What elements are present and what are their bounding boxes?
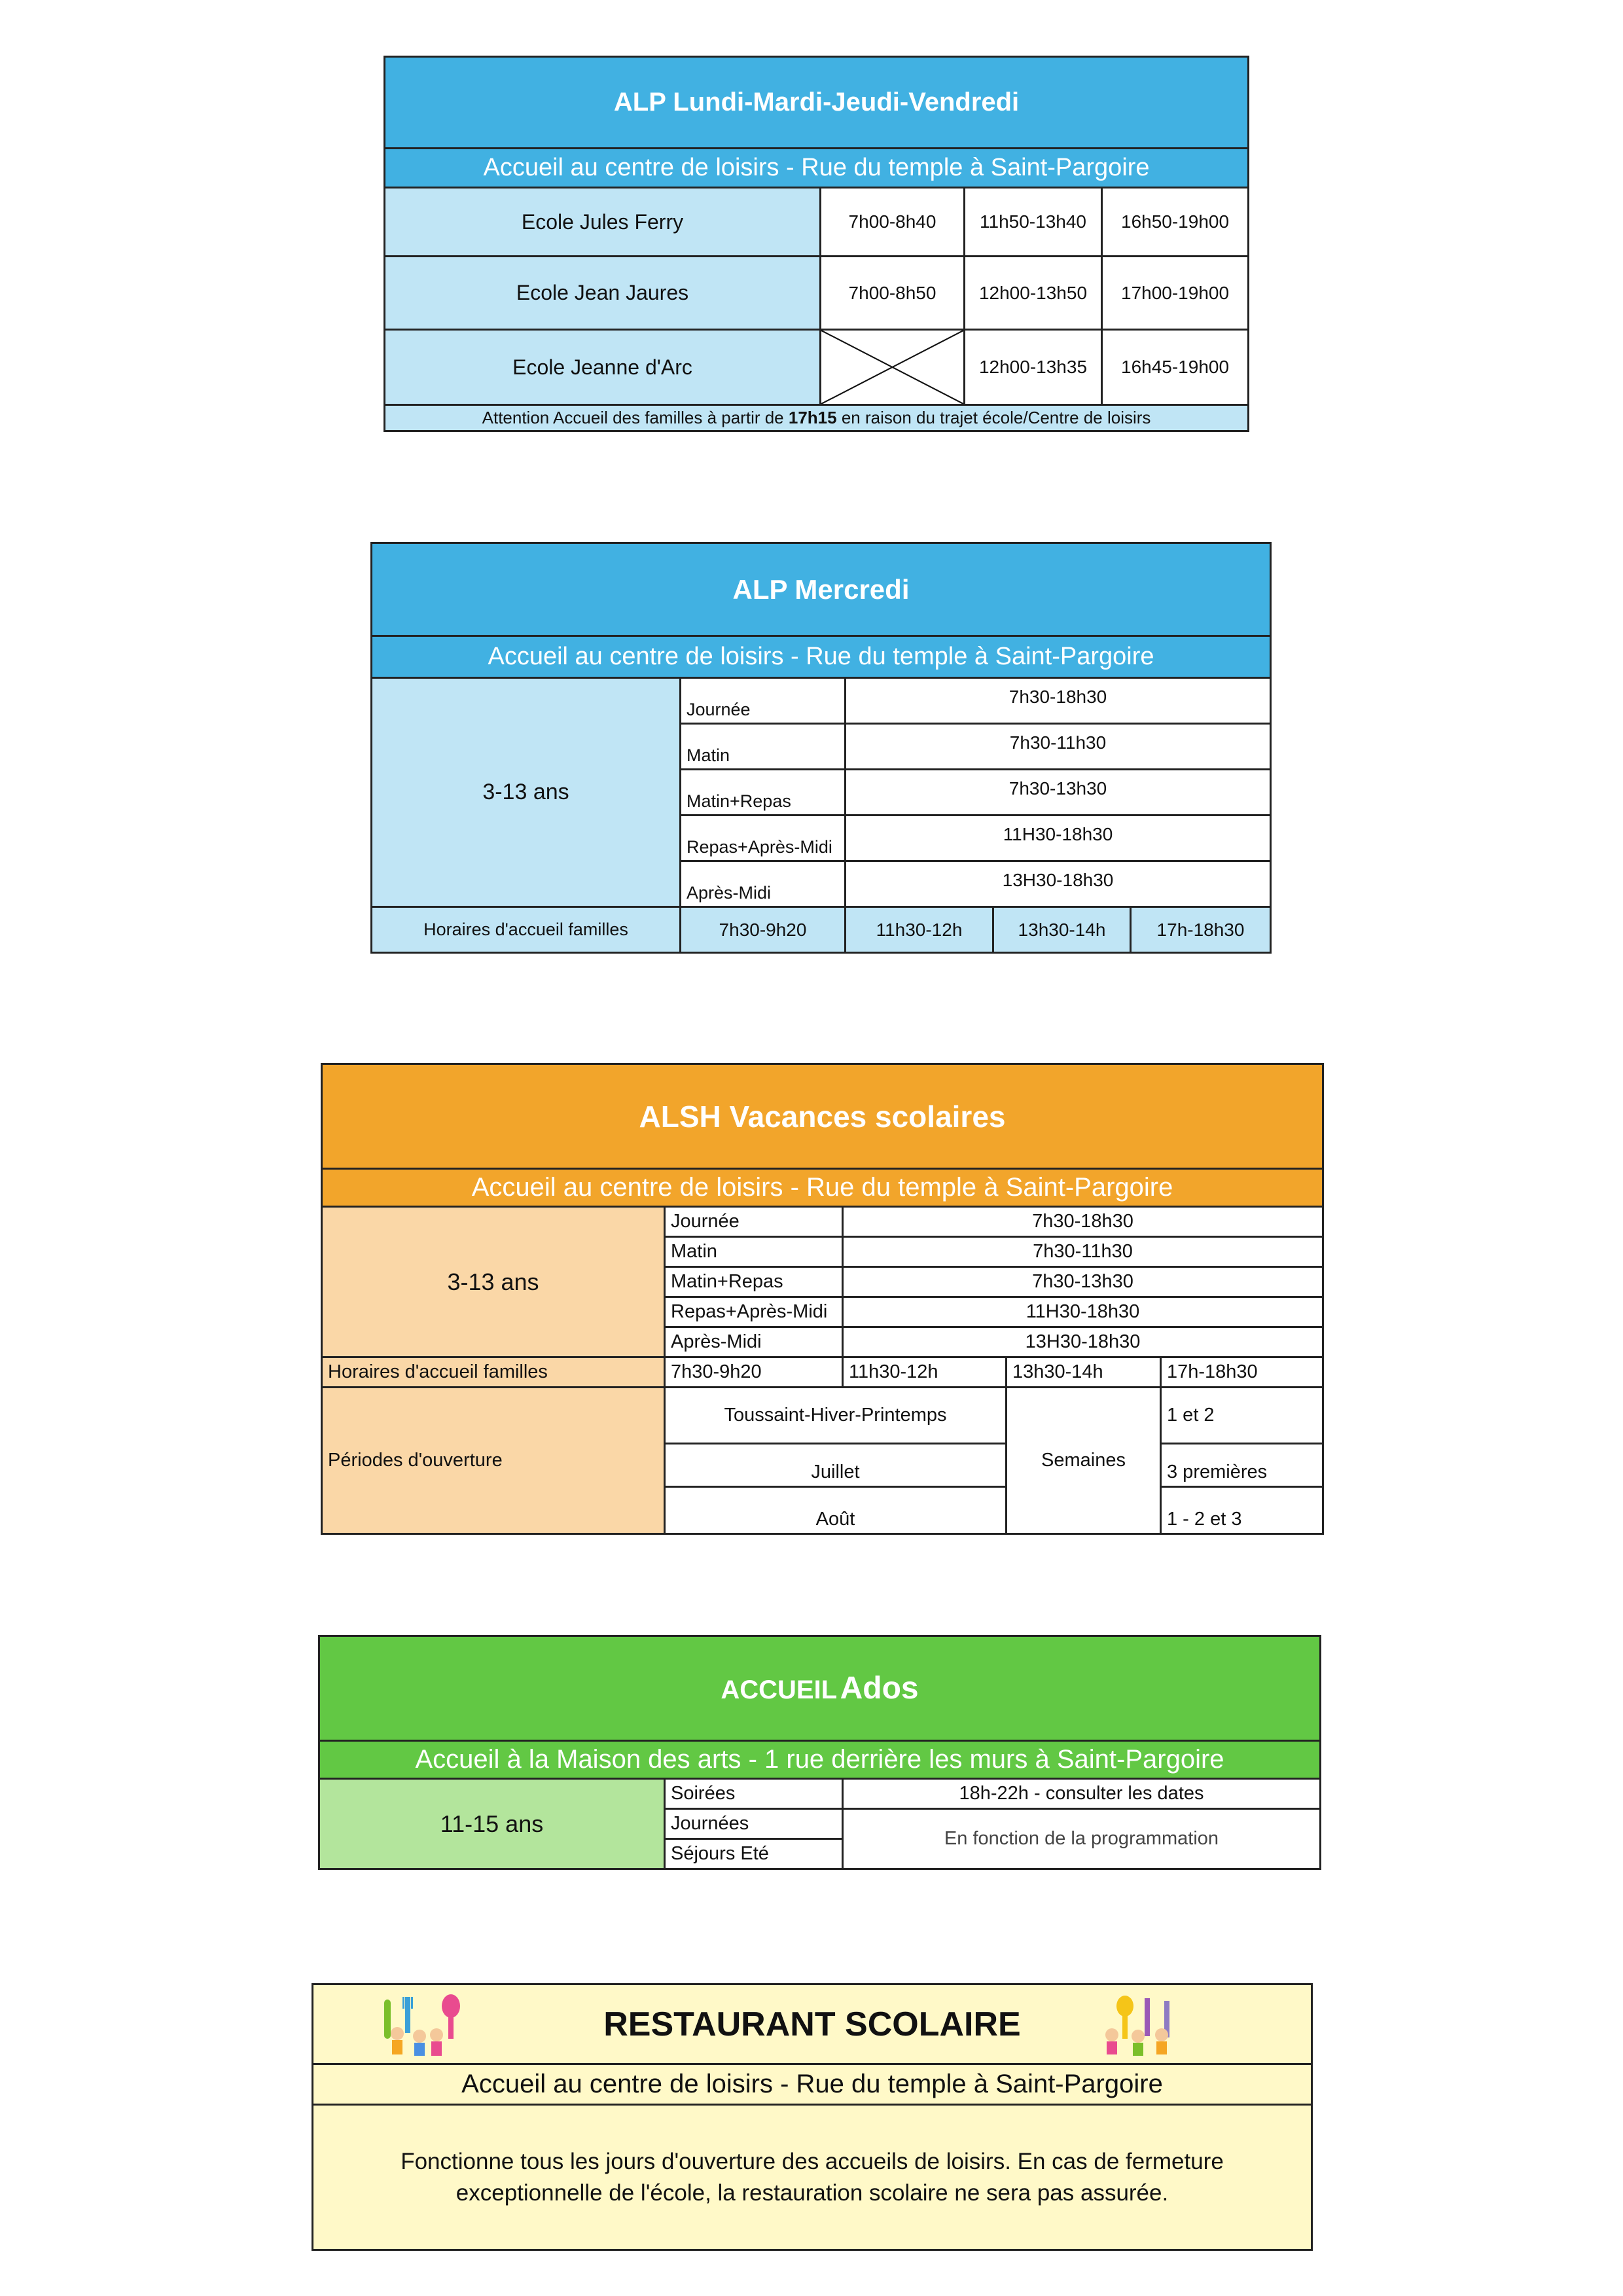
age-group: 3-13 ans [372, 678, 681, 907]
families-time: 17h-18h30 [1131, 907, 1271, 953]
time-slot: 12h00-13h35 [965, 330, 1102, 405]
kids-cutlery-icon [1099, 1993, 1190, 2058]
slot-time: 11H30-18h30 [846, 816, 1271, 861]
table-row [385, 257, 1249, 330]
time-slot: 17h00-19h00 [1102, 257, 1249, 330]
slot-time: 7h30-11h30 [846, 724, 1271, 770]
alp-week-note [385, 405, 1249, 431]
time-slot: 16h45-19h00 [1102, 330, 1249, 405]
no-service-cross [821, 330, 965, 405]
activity-label: Journées [665, 1809, 843, 1839]
age-group: 3-13 ans [322, 1207, 665, 1357]
period-weeks: 1 - 2 et 3 [1161, 1487, 1323, 1534]
time-slot: 16h50-19h00 [1102, 188, 1249, 257]
table-row [319, 1779, 1321, 1809]
activity-label: Séjours Eté [665, 1839, 843, 1869]
alsh-subtitle: Accueil au centre de loisirs - Rue du temple à Saint-Pargoire [322, 1169, 1323, 1207]
families-row [372, 907, 1271, 953]
time-slot: 11h50-13h40 [965, 188, 1102, 257]
kids-cutlery-icon [379, 1993, 471, 2058]
period-weeks: 1 et 2 [1161, 1388, 1323, 1444]
slot-time: 13H30-18h30 [846, 861, 1271, 907]
table-row [322, 1207, 1323, 1237]
table-row [385, 330, 1249, 405]
time-slot: 12h00-13h50 [965, 257, 1102, 330]
slot-label: Matin [665, 1237, 843, 1267]
slot-label: Journée [681, 678, 846, 724]
families-time: 7h30-9h20 [681, 907, 846, 953]
restaurant-text-line: exceptionnelle de l'école, la restauration scolaire ne sera pas assurée. [455, 2179, 1169, 2206]
slot-label: Après-Midi [665, 1327, 843, 1357]
activity-time: 18h-22h - consulter les dates [843, 1779, 1321, 1809]
table-row [372, 678, 1271, 724]
families-time: 11h30-12h [846, 907, 993, 953]
school-name: Ecole Jules Ferry [385, 188, 821, 257]
slot-time: 7h30-18h30 [846, 678, 1271, 724]
slot-label: Matin [681, 724, 846, 770]
slot-label: Matin+Repas [665, 1267, 843, 1297]
period-name: Toussaint-Hiver-Printemps [665, 1388, 1007, 1444]
slot-time: 7h30-13h30 [846, 770, 1271, 816]
ados-title [319, 1636, 1321, 1741]
restaurant-title: RESTAURANT SCOLAIRE [603, 2005, 1021, 2043]
alp-wed-subtitle: Accueil au centre de loisirs - Rue du temple à Saint-Pargoire [372, 636, 1271, 678]
time-slot: 7h00-8h40 [821, 188, 965, 257]
families-label: Horaires d'accueil familles [322, 1357, 665, 1388]
restaurant-subtitle: Accueil au centre de loisirs - Rue du temple à Saint-Pargoire [313, 2064, 1312, 2105]
slot-time: 7h30-18h30 [843, 1207, 1323, 1237]
activity-label: Soirées [665, 1779, 843, 1809]
time-slot: 7h00-8h50 [821, 257, 965, 330]
alp-week-table [383, 56, 1247, 432]
period-row [322, 1388, 1323, 1444]
restaurant-table [312, 1983, 1313, 2251]
ados-subtitle: Accueil à la Maison des arts - 1 rue derrière les murs à Saint-Pargoire [319, 1741, 1321, 1779]
period-name: Juillet [665, 1444, 1007, 1487]
families-row [322, 1357, 1323, 1388]
slot-label: Après-Midi [681, 861, 846, 907]
alp-wed-title: ALP Mercredi [372, 543, 1271, 636]
slot-time: 7h30-11h30 [843, 1237, 1323, 1267]
restaurant-text [313, 2105, 1312, 2250]
ados-title-prefix: ACCUEIL [721, 1676, 838, 1704]
note-time: 17h15 [788, 408, 837, 427]
cross-icon [821, 331, 963, 404]
ados-title-main: Ados [840, 1671, 919, 1706]
families-time: 11h30-12h [843, 1357, 1007, 1388]
table-row [385, 188, 1249, 257]
weeks-label: Semaines [1007, 1388, 1161, 1534]
alp-week-title: ALP Lundi-Mardi-Jeudi-Vendredi [385, 57, 1249, 149]
alsh-title: ALSH Vacances scolaires [322, 1064, 1323, 1169]
families-label: Horaires d'accueil familles [372, 907, 681, 953]
ados-table [318, 1635, 1319, 1870]
slot-label: Repas+Après-Midi [681, 816, 846, 861]
slot-time: 7h30-13h30 [843, 1267, 1323, 1297]
age-group: 11-15 ans [319, 1779, 665, 1869]
slot-time: 13H30-18h30 [843, 1327, 1323, 1357]
alsh-table [321, 1063, 1322, 1535]
activity-time: En fonction de la programmation [843, 1809, 1321, 1869]
families-time: 13h30-14h [1007, 1357, 1161, 1388]
periods-label: Périodes d'ouverture [322, 1388, 665, 1534]
note-text: en raison du trajet école/Centre de loisirs [836, 408, 1151, 427]
families-time: 13h30-14h [993, 907, 1131, 953]
families-time: 7h30-9h20 [665, 1357, 843, 1388]
restaurant-text-line: Fonctionne tous les jours d'ouverture des accueils de loisirs. En cas de fermeture [401, 2148, 1224, 2174]
period-name: Août [665, 1487, 1007, 1534]
slot-label: Matin+Repas [681, 770, 846, 816]
restaurant-header [313, 1984, 1312, 2064]
slot-time: 11H30-18h30 [843, 1297, 1323, 1327]
families-time: 17h-18h30 [1161, 1357, 1323, 1388]
alp-wednesday-table [370, 542, 1270, 954]
school-name: Ecole Jean Jaures [385, 257, 821, 330]
period-weeks: 3 premières [1161, 1444, 1323, 1487]
slot-label: Journée [665, 1207, 843, 1237]
school-name: Ecole Jeanne d'Arc [385, 330, 821, 405]
alp-week-subtitle: Accueil au centre de loisirs - Rue du temple à Saint-Pargoire [385, 149, 1249, 188]
note-text: Attention Accueil des familles à partir de [482, 408, 789, 427]
slot-label: Repas+Après-Midi [665, 1297, 843, 1327]
